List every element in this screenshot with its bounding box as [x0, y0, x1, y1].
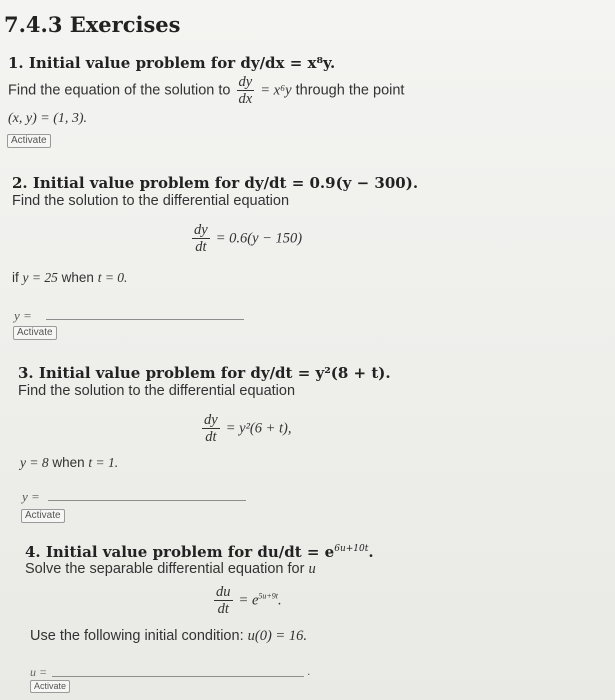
- problem-3-answer-input[interactable]: [48, 485, 246, 501]
- problem-3-equation: [200, 412, 292, 445]
- problem-3-answer-underline: [48, 500, 246, 501]
- problem-1-activate-button[interactable]: Activate: [7, 134, 51, 148]
- problem-2-heading: 2. Initial value problem for dy/dt = 0.9(y − 300).: [12, 174, 419, 192]
- problem-3-answer-label: y =: [22, 489, 40, 504]
- problem-3-eq-rhs: = y²(6 + t),: [225, 420, 292, 437]
- problem-4-answer-end: .: [307, 664, 311, 678]
- problem-1-eq-rhs: = x⁶y: [260, 82, 292, 99]
- problem-4-condition-math: u(0) = 16.: [247, 628, 307, 644]
- section-title: 7.4.3 Exercises: [4, 12, 181, 37]
- problem-3-heading: 3. Initial value problem for dy/dt = y²(8 + t).: [18, 364, 391, 382]
- problem-3-condition-t: t = 1.: [88, 455, 119, 470]
- problem-2-condition-y: y = 25: [22, 270, 58, 285]
- problem-4-answer-underline: [52, 676, 304, 677]
- problem-4-eq-rhs-base: = e: [238, 592, 259, 609]
- problem-4-fraction: [214, 584, 233, 617]
- problem-4-answer-label: u =: [30, 665, 48, 679]
- problem-4-eq-denominator: dt: [217, 601, 229, 617]
- problem-2-answer-input[interactable]: [46, 304, 244, 320]
- problem-4-eq-numerator: du: [216, 584, 231, 600]
- problem-3-activate-button[interactable]: Activate: [21, 509, 65, 523]
- problem-3-prompt: Find the solution to the differential equation: [18, 383, 296, 399]
- problem-2-condition-pre: if: [12, 270, 19, 285]
- problem-2-answer-underline: [46, 319, 244, 320]
- problem-2-condition-t: t = 0.: [97, 270, 128, 285]
- problem-1-heading: 1. Initial value problem for dy/dx = x⁸y.: [8, 54, 336, 72]
- problem-1-prompt-after: through the point: [295, 82, 405, 99]
- problem-4-condition-text: Use the following initial condition:: [30, 628, 244, 644]
- problem-4-heading-end: .: [368, 543, 374, 561]
- problem-2-eq-numerator: dy: [194, 222, 208, 238]
- problem-2-activate-button[interactable]: Activate: [13, 326, 57, 340]
- problem-3-eq-numerator: dy: [204, 412, 218, 428]
- problem-4-condition: [30, 628, 307, 645]
- problem-1-eq-numerator: dy: [238, 74, 253, 90]
- problem-4-activate-button[interactable]: Activate: [30, 680, 70, 693]
- problem-2-condition-mid: when: [61, 270, 94, 285]
- problem-3-condition-mid: when: [52, 455, 85, 470]
- problem-2-eq-denominator: dt: [195, 239, 207, 255]
- problem-1-point: (x, y) = (1, 3).: [8, 111, 88, 126]
- problem-4-eq-rhs-exponent: 5u+9t: [258, 591, 279, 601]
- problem-4-heading: [25, 543, 374, 561]
- problem-4-heading-main: 4. Initial value problem for du/dt = e: [25, 543, 335, 561]
- problem-4-answer-input[interactable]: [52, 661, 304, 677]
- problem-3-fraction: [202, 412, 220, 445]
- problem-1-prompt-before: Find the equation of the solution to: [8, 82, 231, 99]
- problem-4-prompt: [25, 561, 316, 578]
- problem-4-heading-exponent: 6u+10t: [334, 544, 369, 554]
- problem-2-prompt: Find the solution to the differential equation: [12, 193, 290, 209]
- problem-3-condition: [20, 455, 118, 471]
- problem-2-condition: [12, 270, 127, 286]
- problem-1-prompt: [8, 74, 404, 107]
- problem-2-equation: [190, 222, 302, 255]
- problem-4-eq-rhs-end: .: [278, 592, 282, 609]
- problem-2-fraction: [192, 222, 210, 255]
- problem-1-fraction: [237, 74, 255, 107]
- problem-2-eq-rhs: = 0.6(y − 150): [215, 230, 303, 247]
- problem-4-prompt-text: Solve the separable differential equation for: [25, 561, 305, 577]
- problem-4-equation: [212, 584, 282, 617]
- problem-4-prompt-var: u: [308, 561, 316, 577]
- problem-1-eq-denominator: dx: [238, 91, 253, 107]
- problem-2-answer-label: y =: [14, 308, 32, 323]
- problem-3-condition-y: y = 8: [20, 455, 49, 470]
- problem-3-eq-denominator: dt: [205, 429, 217, 445]
